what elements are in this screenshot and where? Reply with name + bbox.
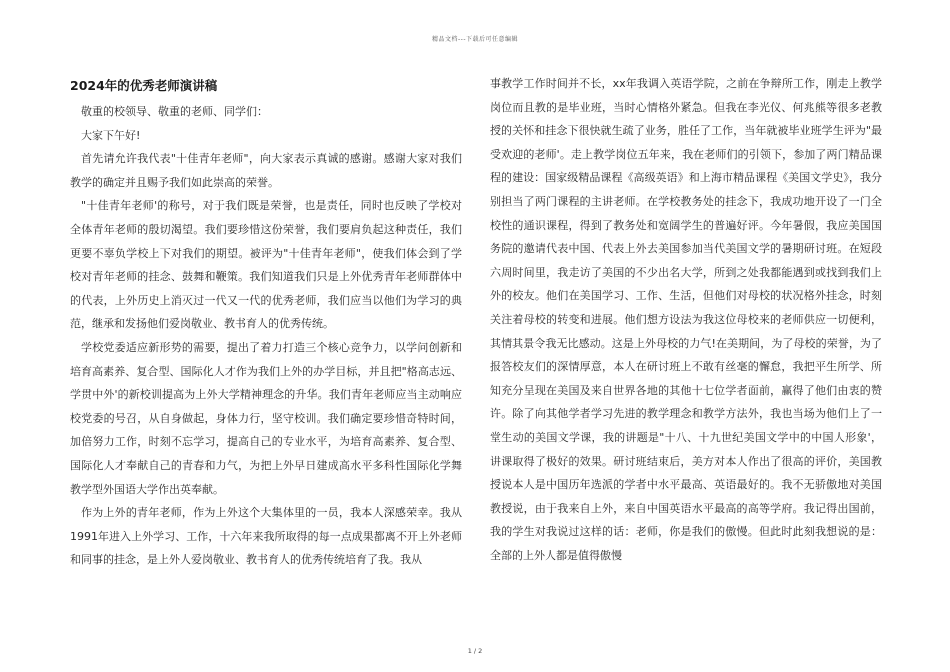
paragraph-honor: "十佳青年老师'的称号，对于我们既是荣誉，也是责任，同时也反映了学校对全体青年老师的殷切渴望。我们要珍惜这份荣誉，我们要肩负起这种责任，我们更要不辜负学校上下对我们的期望。被评为"十佳青年老师"，使我们体会到了学校对青年老师的挂念、鼓舞和鞭策。我们知道我们只是上外优秀青年老师群体中的代表，上外历史上消灭过一代又一代的优秀老师，我们应当以他们为学习的典范，继承和发扬他们爱岗敬业、教书育人的优秀传统。 — [70, 199, 462, 331]
page-number: 1 / 2 — [467, 647, 483, 655]
document-title: 2024年的优秀老师演讲稿 — [70, 78, 218, 93]
paragraph-continued: 事教学工作时间并不长，xx年我调入英语学院，之前在争辩所工作，刚走上教学岗位而且教的是毕业班，当时心情格外紧急。但我在李光仪、何兆熊等很多老教授的关怀和挂念下很快就生疏了业务，胜任了工作，当年就被毕业班学生评为"最受欢迎的老师'。走上教学岗位五年来，我在老师们的引领下，参加了两门精品课程的建设：国家级精品课程《高级英语》和上海市精品课程《美国文学史》，我分别担当了两门课程的主讲老师。在学校教务处的挂念下，我成功地开设了一门全校性的通识课程，得到了教务处和宽阔学生的普遍好评。今年暑假，我应美国国务院的邀请代表中国、代表上外去美国参加当代美国文学的暑期研讨班。在短段六周时间里，我走访了美国的不少出名大学，所到之处我都能遇到或找到我们上外的校友。他们在美国学习、工作、生活，但他们对母校的状况格外挂念，时刻关注着母校的转变和进展。他们想方设法为我这位母校来的老师供应一切便利，其情其景令我无比感动。这是上外母校的力气!在美期间，为了母校的荣誉，为了报答校友们的深情厚意，本人在研讨班上不敢有丝毫的懈怠，我把平生所学、所知充分呈现在美国及来自世界各地的其他十七位学者面前，赢得了他们由衷的赞许。除了向其他学者学习先进的教学理念和教学方法外，我也当场为他们上了一堂生动的美国文学课，我的讲题是"十八、十九世纪美国文学中的中国人形象'，讲课取得了极好的效果。研讨班结束后，美方对本人作出了很高的评价，美国教授说本人是中国历年选派的学者中水平最高、英语最好的。我不无骄傲地对美国教授说，由于我来自上外，来自中国英语水平最高的高等学府。我记得出国前，我的学生对我说过这样的话：老师，你是我们的傲慢。但此时此刻我想说的是：全部的上外人都是值得傲慢 — [490, 77, 882, 562]
paragraph-party-committee: 学校党委适应新形势的需要，提出了着力打造三个核心竞争力，以学问创新和培育高素养、复合型、国际化人才作为我们上外的办学目标，并且把"格高志远、学贯中外'的新校训提高为上外大学精神理念的升华。我们青年老师应当主动响应校党委的号召，从自身做起，身体力行，坚守校训。我们确定要珍惜奇特时间，加倍努力工作，时刻不忘学习，提高自己的专业水平，为培育高素养、复合型、国际化人才奉献自己的青春和力气，为把上外早日建成高水平多科性国际化学舞教学型外国语大学作出英奉献。 — [70, 340, 462, 496]
salutation: 敬重的校领导、敬重的老师、同学们： — [81, 105, 268, 118]
paragraph-young-teacher: 作为上外的青年老师，作为上外这个大集体里的一员，我本人深感荣幸。我从1991年进入上外学习、工作，十六年来我所取得的每一点成果都离不开上外老师和同事的挂念，是上外人爱岗敬业、教书育人的优秀传统培育了我。我从 — [70, 506, 462, 567]
paragraph-thanks: 首先请允许我代表"十佳青年老师"，向大家表示真诚的感谢。感谢大家对我们教学的确定并且赐予我们如此崇高的荣誉。 — [70, 152, 462, 189]
right-column — [490, 72, 882, 567]
left-column — [70, 70, 462, 572]
greeting: 大家下午好! — [81, 128, 141, 142]
header-note: 精品文档---下载后可任意编辑 — [432, 36, 518, 43]
